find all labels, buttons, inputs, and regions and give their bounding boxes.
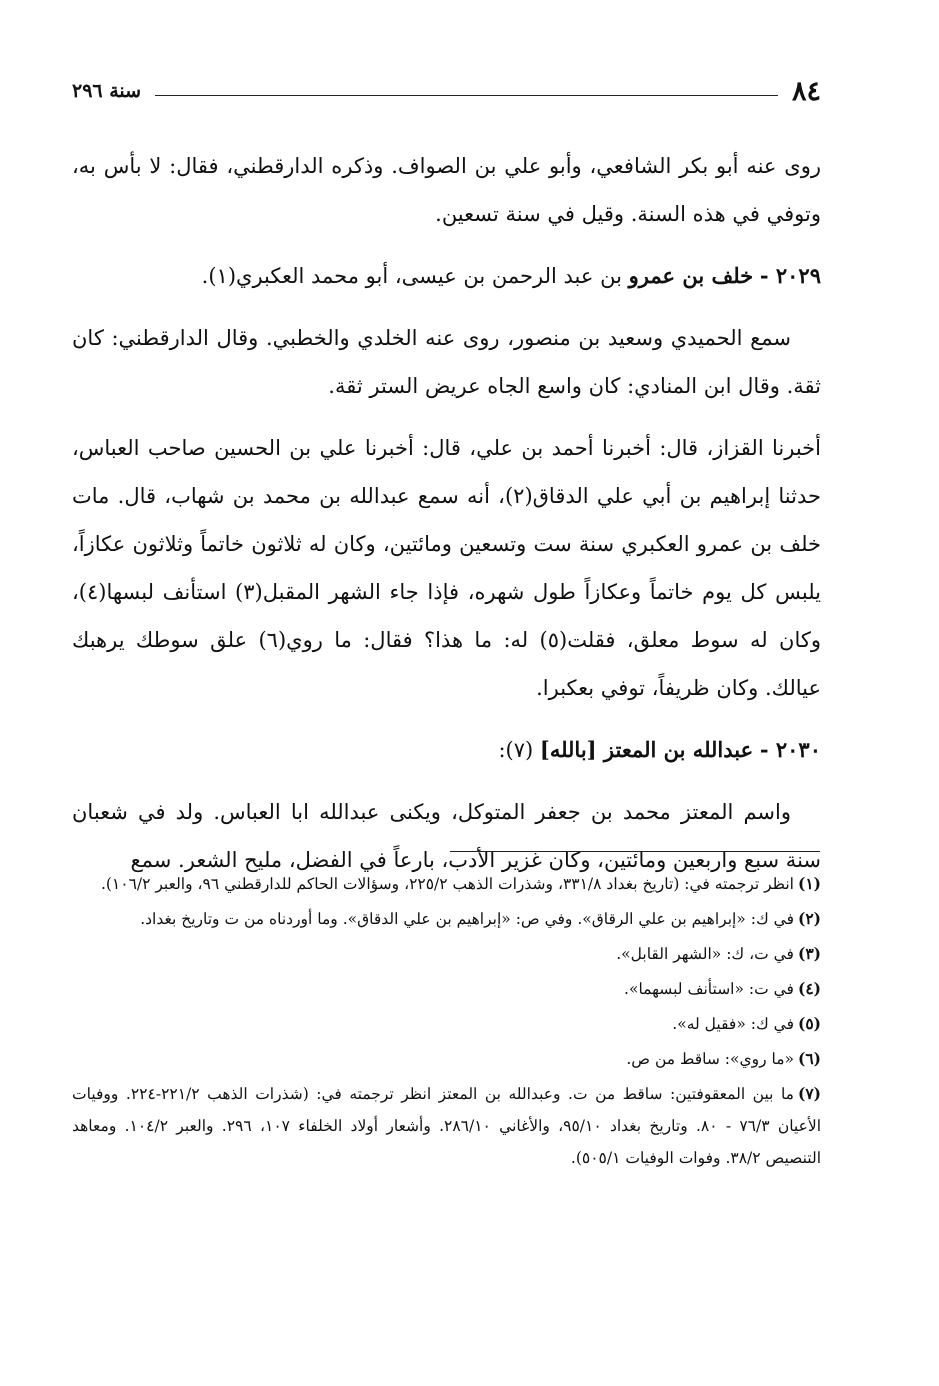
entry-heading: خلف بن عمرو bbox=[628, 263, 754, 288]
entry-number: ٢٠٣٠ - bbox=[759, 737, 821, 762]
footnote-marker: (٤) bbox=[797, 979, 821, 998]
footnote bbox=[72, 1043, 821, 1075]
entry-heading: عبدالله بن المعتز [بالله] bbox=[539, 737, 754, 762]
footnote bbox=[72, 1008, 821, 1040]
footnote bbox=[72, 903, 821, 935]
footnote-text: انظر ترجمته في: (تاريخ بغداد ٣٣١/٨، وشذرات الذهب ٢٢٥/٢، وسؤالات الحاكم للدارقطني ٩٦، والعبر ١٠٦/٢). bbox=[100, 875, 794, 893]
footnote-text: ما بين المعقوفتين: ساقط من ت. وعبدالله بن المعتز انظر ترجمته في: (شذرات الذهب ٢٢١/٢-٢٢٤. ووفيات الأعيان ٧٦/٣ - ٨٠. وتاريخ بغداد ٩٥/١٠، والأغاني ٢٨٦/١٠. وأشعار أولاد الخلفاء ١٠٧، ٢٩٦. والعبر ١٠٤/٢. ومعاهد التنصيص ٣٨/٢. وفوات الوفيات ٥٠٥/١). bbox=[72, 1085, 821, 1167]
entry-2030 bbox=[72, 726, 821, 774]
footnotes bbox=[72, 868, 821, 1177]
paragraph: روى عنه أبو بكر الشافعي، وأبو علي بن الصواف. وذكره الدارقطني، فقال: لا بأس به، وتوفي في هذه السنة. وقيل في سنة تسعين. bbox=[72, 154, 821, 226]
footnote bbox=[72, 973, 821, 1005]
entry-heading-rest: بن عبد الرحمن بن عيسى، أبو محمد العكبري(١). bbox=[201, 264, 622, 288]
footnote-text: في ت، ك: «الشهر القابل». bbox=[616, 945, 794, 963]
footnote-text: في ك: «إبراهيم بن علي الرقاق». وفي ص: «إبراهيم بن علي الدقاق». وما أوردناه من ت وتاريخ بغداد. bbox=[140, 910, 794, 928]
entry-number: ٢٠٢٩ - bbox=[759, 263, 821, 288]
footnote bbox=[72, 1078, 821, 1174]
footnote-marker: (١) bbox=[797, 874, 821, 893]
entry-heading-rest: (٧): bbox=[498, 738, 534, 762]
header-rule bbox=[155, 95, 778, 96]
footnote-text: «ما روي»: ساقط من ص. bbox=[626, 1050, 794, 1068]
footnote bbox=[72, 868, 821, 900]
main-text bbox=[72, 142, 821, 898]
paragraph: أخبرنا القزاز، قال: أخبرنا أحمد بن علي، قال: أخبرنا علي بن الحسين صاحب العباس، حدثنا إبراهيم بن أبي علي الدقاق(٢)، أنه سمع عبدالله بن محمد بن شهاب، قال. مات خلف بن عمرو العكبري سنة ست وتسعين ومائتين، وكان له ثلاثون خاتماً وثلاثون عكازاً، يلبس كل يوم خاتماً وعكازاً طول شهره، فإذا جاء الشهر المقبل(٣) استأنف لبسها(٤)، وكان له سوط معلق، فقلت(٥) له: ما هذا؟ فقال: ما روي(٦) علق سوطك يرهبك عيالك. وكان ظريفاً، توفي بعكبرا. bbox=[72, 436, 821, 700]
footnote-text: في ت: «استأنف لبسهما». bbox=[624, 980, 794, 998]
footnote-marker: (٣) bbox=[797, 944, 821, 963]
paragraph: واسم المعتز محمد بن جعفر المتوكل، ويكنى عبدالله ابا العباس. ولد في شعبان سنة سبع واربعين ومائتين، وكان غزير الأدب، بارعاً في الفضل، مليح الشعر. سمع bbox=[72, 800, 821, 872]
footnote-marker: (٥) bbox=[797, 1014, 821, 1033]
paragraph: سمع الحميدي وسعيد بن منصور، روى عنه الخلدي والخطبي. وقال الدارقطني: كان ثقة. وقال ابن المنادي: كان واسع الجاه عريض الستر ثقة. bbox=[72, 326, 821, 398]
footnote-text: في ك: «فقيل له». bbox=[672, 1015, 794, 1033]
footnote-marker: (٧) bbox=[797, 1084, 821, 1103]
footnote bbox=[72, 938, 821, 970]
footnote-marker: (٢) bbox=[797, 909, 821, 928]
footnote-rule bbox=[450, 851, 820, 852]
running-header bbox=[72, 74, 821, 108]
entry-2029 bbox=[72, 252, 821, 300]
header-year-label: سنة ٢٩٦ bbox=[72, 80, 142, 102]
footnote-marker: (٦) bbox=[797, 1049, 821, 1068]
page-number: ٨٤ bbox=[791, 75, 821, 107]
